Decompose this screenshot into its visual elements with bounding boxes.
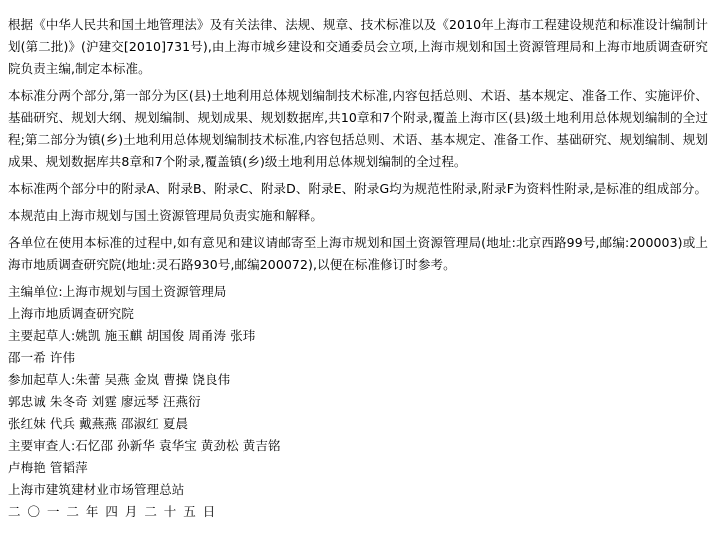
paragraph-two-parts: 本标准分两个部分,第一部分为区(县)土地利用总体规划编制技术标准,内容包括总则、术语、基本规定、准备工作、实施评价、基础研究、规划大纲、规划编制、规划成果、规划数据库,共10章和7个附录,覆盖上海市区(县)级土地利用总体规划编制的全过程;第二部分为镇(乡)土地利用总体规划编制技术标准,内容包括总则、术语、基本规定、准备工作、基础研究、规划编制、规划成果、规划数据库共8章和7个附录,覆盖镇(乡)级土地利用总体规划编制的全过程。: [8, 88, 708, 169]
credit-line-chief-editor-unit: 主编单位:上海市规划与国土资源管理局: [8, 284, 227, 299]
paragraph-scope-basis: 根据《中华人民共和国土地管理法》及有关法律、法规、规章、技术标准以及《2010年上海市工程建设规范和标准设计编制计划(第二批)》(沪建交[2010]731号),由上海市城乡建设和交通委员会立项,上海市规划和国土资源管理局和上海市地质调查研究院负责主编,制定本标准。: [8, 17, 709, 76]
paragraph-feedback-address: 各单位在使用本标准的过程中,如有意见和建议请邮寄至上海市规划和国土资源管理局(地址:北京西路99号,邮编:200003)或上海市地质调查研究院(地址:灵石路930号,邮编200072),以便在标准修订时参考。: [8, 235, 708, 272]
credit-line-co-editor-unit: 上海市地质调查研究院: [8, 306, 135, 321]
document-date: 二 〇 一 二 年 四 月 二 十 五 日: [8, 504, 217, 519]
credit-line-participating-drafters-2: 郭忠诚 朱冬奇 刘霆 廖远琴 汪燕衍: [8, 394, 201, 409]
paragraph-appendices: 本标准两个部分中的附录A、附录B、附录C、附录D、附录E、附录G均为规范性附录,附录F为资料性附录,是标准的组成部分。: [8, 181, 708, 196]
credit-line-main-drafters-2: 邵一希 许伟: [8, 350, 76, 365]
credit-line-participating-drafters-1: 参加起草人:朱蕾 吴燕 金岚 曹操 饶良伟: [8, 372, 231, 387]
paragraph-implementation: 本规范由上海市规划与国土资源管理局负责实施和解释。: [8, 208, 324, 223]
credit-line-participating-drafters-3: 张红妹 代兵 戴燕燕 邵淑红 夏晨: [8, 416, 189, 431]
credit-line-main-reviewers-1: 主要审查人:石忆邵 孙新华 袁华宝 黄劲松 黄吉铭: [8, 438, 281, 453]
credit-line-main-reviewers-2: 卢梅艳 管韬萍: [8, 460, 88, 475]
credits-block: [8, 281, 708, 501]
credit-line-main-drafters-1: 主要起草人:姚凯 施玉麒 胡国俊 周甬涛 张玮: [8, 328, 256, 343]
credit-line-issuing-station: 上海市建筑建材业市场管理总站: [8, 482, 185, 497]
